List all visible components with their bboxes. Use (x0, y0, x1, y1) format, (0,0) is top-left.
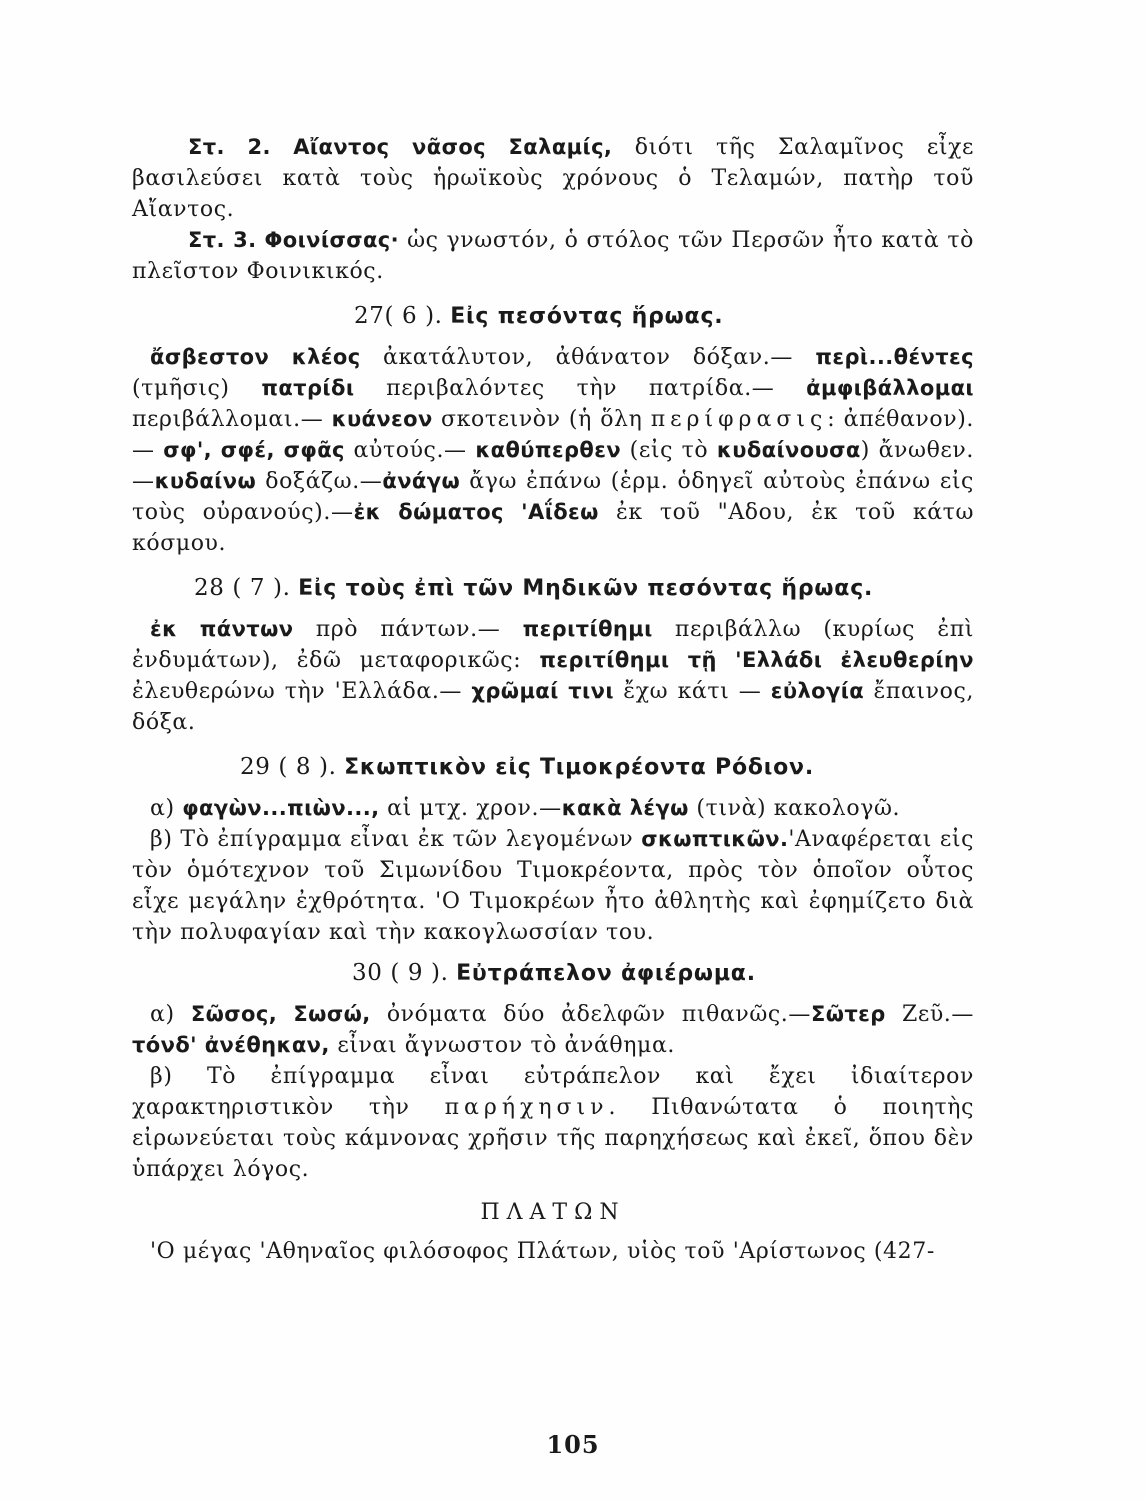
term: ἄσβεστον κλέος (150, 345, 361, 369)
heading-number: 30 ( 9 ). (352, 960, 449, 986)
heading-title: Εἰς πεσόντας ἥρωας. (450, 304, 724, 329)
gloss: περιβαλόντες τὴν πατρίδα.— (354, 376, 807, 401)
gloss: Τὸ ἐπίγραμμα εἶναι ἐκ τῶν λεγομένων (180, 827, 642, 852)
gloss: περιβάλλω (κυρίως ἐπὶ ἐνδυμάτων), ἐδῶ μεταφορικῶς: (132, 617, 975, 673)
note-term: Αἴαντος νᾶσος Σαλαμίς, (293, 135, 613, 159)
heading-29 (132, 752, 974, 783)
term: φαγὼν...πιὼν..., (182, 796, 380, 820)
gloss: ) ἄνωθεν. — (132, 438, 974, 494)
term: σφ', σφέ, σφᾶς (163, 438, 345, 462)
note-term: Φοινίσσας· (264, 228, 400, 252)
gloss: Ζεῦ.— (885, 1002, 974, 1027)
gloss: (τμῆσις) (132, 376, 262, 401)
spaced-term: περίφρασις (650, 407, 828, 432)
term: ἐκ δώματος 'Αΐδεω (353, 500, 599, 524)
term: εὐλογία (770, 679, 865, 703)
term: ἀνάγω (382, 469, 461, 493)
heading-title: Σκωπτικὸν εἰς Τιμοκρέοντα Ρόδιον. (344, 755, 814, 780)
spaced-term: παρήχησιν (444, 1095, 609, 1120)
gloss: αἱ μτχ. χρον.— (379, 796, 562, 821)
note-ref: Στ. 2. (188, 135, 271, 159)
gloss: ὀνόματα δύο ἀδελφῶν πιθανῶς.— (370, 1002, 811, 1027)
notes-30b (132, 1061, 974, 1185)
item-label: β) (150, 1064, 207, 1089)
term: περὶ...θέντες (815, 345, 974, 369)
term: πατρίδι (261, 376, 355, 400)
term: κυδαίνουσα (716, 438, 861, 462)
gloss: ἐλευθερώνω τὴν 'Ελλάδα.— (132, 679, 472, 704)
term: κυδαίνω (154, 469, 257, 493)
page-number: 105 (546, 1430, 600, 1459)
item-label: β) (150, 827, 181, 852)
heading-28 (132, 573, 974, 604)
gloss: ἀκατάλυτον, ἀθάνατον δόξαν.— (360, 345, 816, 370)
note-text: διότι τῆς Σαλαμῖνος εἶχε βασιλεύσει κατὰ τοὺς ἡρωϊκοὺς χρόνους ὁ Τελαμών, πατὴρ τοῦ Αἴαντος. (132, 135, 974, 222)
gloss: : ἀπέθανον).— (132, 407, 974, 463)
gloss: ἄγω ἐπάνω (ἑρμ. ὁδηγεῖ αὐτοὺς ἐπάνω εἰς τοὺς οὐρανούς).— (132, 469, 974, 525)
note-st3 (132, 225, 974, 287)
gloss: σκοτεινὸν (ἡ ὅλη (432, 407, 651, 432)
heading-title: Εἰς τοὺς ἐπὶ τῶν Μηδικῶν πεσόντας ἥρωας. (298, 576, 874, 601)
heading-title: Εὐτράπελον ἀφιέρωμα. (456, 961, 756, 986)
term: ἐκ πάντων (150, 617, 294, 641)
notes-29a (132, 793, 974, 824)
term: ἀμφιβάλλομαι (806, 376, 974, 400)
heading-30 (132, 958, 974, 989)
heading-number: 28 ( 7 ). (194, 575, 291, 601)
gloss: δοξάζω.— (256, 469, 383, 494)
notes-30a (132, 999, 974, 1061)
term: χρῶμαί τινι (471, 679, 614, 703)
notes-29b (132, 824, 974, 948)
item-label: α) (150, 796, 183, 821)
gloss: Τὸ ἐπίγραμμα εἶναι εὐτράπελον καὶ ἔχει ἰδιαίτερον χαρακτηριστικὸν τὴν (132, 1064, 974, 1120)
gloss: (τινὰ) κακολογῶ. (688, 796, 901, 821)
gloss: εἶναι ἄγνωστον τὸ ἀνάθημα. (329, 1033, 675, 1058)
note-ref: Στ. 3. (188, 228, 257, 252)
gloss: . Πιθανώτατα ὁ ποιητὴς εἰρωνεύεται τοὺς κάμνονας χρῆσιν τῆς παρηχήσεως καὶ ἐκεῖ, ὅπου δὲν ὑπάρχει λόγος. (132, 1095, 974, 1182)
term: Σῶσος, Σωσώ, (190, 1002, 371, 1026)
gloss: ἐκ τοῦ "Αδου, ἐκ τοῦ κάτω κόσμου. (132, 500, 974, 556)
term: περιτίθημι τῇ 'Ελλάδι ἐλευθερίην (539, 648, 974, 672)
note-text: ὡς γνωστόν, ὁ στόλος τῶν Περσῶν ἦτο κατὰ τὸ πλεῖστον Φοινικικός. (132, 228, 975, 284)
page-body (132, 132, 974, 1267)
term: καθύπερθεν (475, 438, 622, 462)
gloss: (εἰς τὸ (621, 438, 717, 463)
note-st2 (132, 132, 974, 225)
heading-27 (132, 301, 974, 332)
gloss: πρὸ πάντων.— (293, 617, 523, 642)
notes-27 (132, 342, 974, 559)
platon-intro: 'Ο μέγας 'Αθηναῖος φιλόσοφος Πλάτων, υἱὸς τοῦ 'Αρίστωνος (427- (150, 1239, 935, 1264)
section-title-platon: ΠΛΑΤΩΝ (480, 1200, 626, 1225)
item-label: α) (150, 1002, 191, 1027)
term: Σῶτερ (810, 1002, 886, 1026)
gloss: ἔχω κάτι — (613, 679, 771, 704)
notes-28 (132, 614, 974, 738)
heading-number: 29 ( 8 ). (240, 754, 337, 780)
term: περιτίθημι (522, 617, 653, 641)
heading-number: 27( 6 ). (354, 303, 443, 329)
gloss: 'Αναφέρεται εἰς τὸν ὁμότεχνον τοῦ Σιμωνίδου Τιμοκρέοντα, πρὸς τὸν ὁποῖον οὗτος εἶχε μεγάλην ἐχθρότητα. 'Ο Τιμοκρέων ἦτο ἀθλητὴς καὶ ἐφημίζετο διὰ τὴν πολυφαγίαν καὶ τὴν κακογλωσσίαν του. (132, 827, 974, 945)
gloss: αὐτούς.— (344, 438, 476, 463)
term: σκωπτικῶν. (641, 827, 789, 851)
term: κακὰ λέγω (561, 796, 689, 820)
gloss: περιβάλλομαι.— (132, 407, 332, 432)
term: τόνδ' ἀνέθηκαν, (132, 1033, 330, 1057)
term: κυάνεον (331, 407, 433, 431)
gloss: ἔπαινος, δόξα. (132, 679, 974, 735)
